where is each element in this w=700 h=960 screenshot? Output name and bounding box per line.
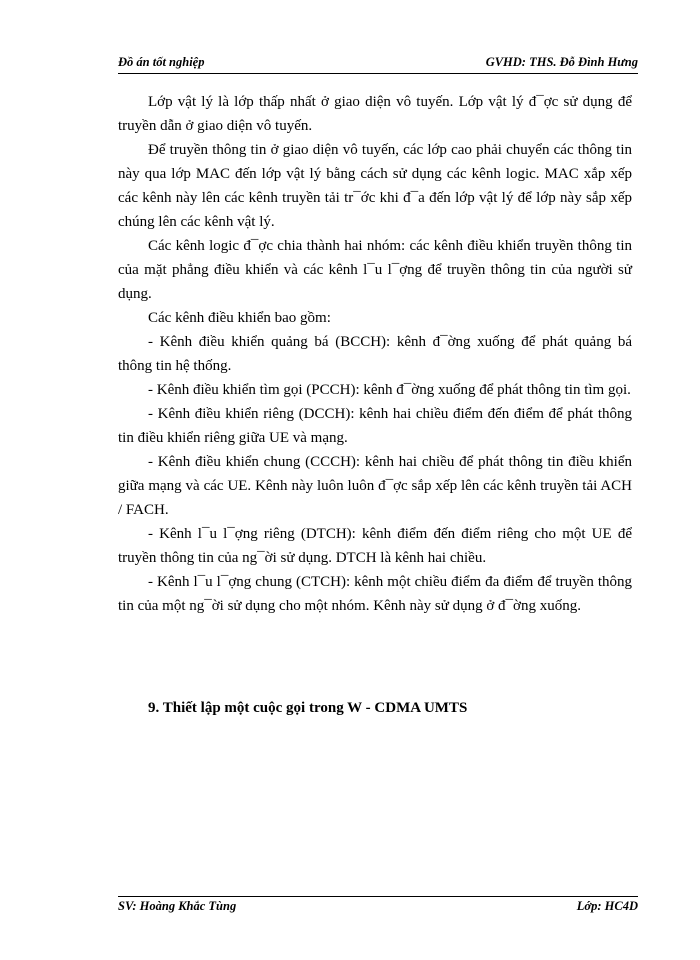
list-item-ccch: - Kênh điều khiển chung (CCCH): kênh hai chiều để phát thông tin điều khiển giữa mạng và các UE. Kênh này luôn luôn đ¯ợc sắp xếp lên các kênh truyền tải ACH / FACH. [118, 454, 632, 518]
section-heading: 9. Thiết lập một cuộc gọi trong W - CDMA UMTS [148, 700, 468, 716]
paragraph-4: Các kênh điều khiển bao gồm: [148, 310, 331, 326]
list-item-pcch: - Kênh điều khiển tìm gọi (PCCH): kênh đ¯ờng xuống để phát thông tin tìm gọi. [148, 382, 631, 398]
list-item-dcch: - Kênh điều khiển riêng (DCCH): kênh hai chiều điểm đến điểm để phát thông tin điều khiển riêng giữa UE và mạng. [118, 406, 632, 446]
paragraph-1: Lớp vật lý là lớp thấp nhất ở giao diện vô tuyến. Lớp vật lý đ¯ợc sử dụng để truyền dẫn ở giao diện vô tuyến. [118, 94, 632, 134]
footer-class: Lớp: HC4D [576, 899, 638, 913]
header-rule [118, 73, 638, 74]
body-text [118, 90, 632, 618]
footer-rule [118, 896, 638, 897]
page-footer [118, 899, 638, 917]
footer-student: SV: Hoàng Khắc Tùng [118, 899, 237, 913]
header-advisor: GVHD: THS. Đỗ Đình Hưng [485, 55, 638, 69]
paragraph-3: Các kênh logic đ¯ợc chia thành hai nhóm: các kênh điều khiển truyền thông tin của mặt phẳng điều khiển và các kênh l¯u l¯ợng để truyền thông tin của người sử dụng. [118, 238, 632, 302]
paragraph-2: Để truyền thông tin ở giao diện vô tuyến, các lớp cao phải chuyển các thông tin này qua lớp MAC đến lớp vật lý bằng cách sử dụng các kênh logic. MAC xắp xếp các kênh này lên các kênh truyền tải tr¯ớc khi đ¯a đến lớp vật lý để lớp này sắp xếp chúng lên các kênh vật lý. [118, 142, 632, 230]
list-item-dtch: - Kênh l¯u l¯ợng riêng (DTCH): kênh điểm đến điểm riêng cho một UE để truyền thông tin của ng¯ời sử dụng. DTCH là kênh hai chiều. [118, 526, 632, 566]
header-document-type: Đồ án tốt nghiệp [118, 55, 205, 69]
list-item-bcch: - Kênh điều khiển quảng bá (BCCH): kênh đ¯ờng xuống để phát quảng bá thông tin hệ thống. [118, 334, 632, 374]
list-item-ctch: - Kênh l¯u l¯ợng chung (CTCH): kênh một chiều điểm đa điểm để truyền thông tin của một ng¯ời sử dụng cho một nhóm. Kênh này sử dụng ở đ¯ờng xuống. [118, 574, 632, 614]
page-header [118, 55, 638, 73]
